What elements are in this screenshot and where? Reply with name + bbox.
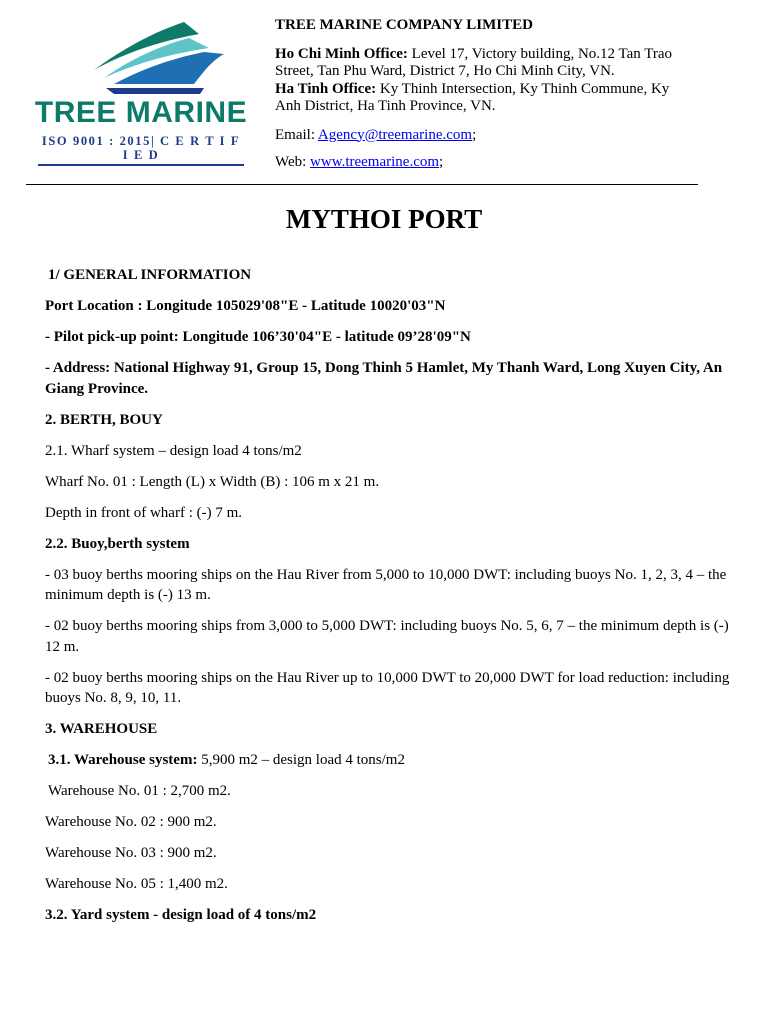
page-title: MYTHOI PORT xyxy=(285,204,483,234)
buoy-item-3: - 02 buoy berths mooring ships on the Hau River up to 10,000 DWT to 20,000 DWT for load reduction: including buoys No. 8, 9, 10, 11. xyxy=(45,669,730,706)
warehouse-heading: 3. WAREHOUSE xyxy=(45,721,158,737)
hcm-office-address: Level 17, Victory building, No.12 Tan Trao Street, Tan Phu Ward, District 7, Ho Chi Minh City, VN. xyxy=(275,45,673,79)
warehouse-system-label: 3.1. Warehouse system: xyxy=(48,752,198,768)
warehouse-05: Warehouse No. 05 : 1,400 m2. xyxy=(45,876,228,892)
buoy-item-2: - 02 buoy berths mooring ships from 3,000 to 5,000 DWT: including buoys No. 5, 6, 7 – the minimum depth is (-) 12 m. xyxy=(45,618,729,655)
port-location: Port Location : Longitude 105029'08"E - Latitude 10020'03"N xyxy=(45,298,446,314)
company-name: TREE MARINE COMPANY LIMITED xyxy=(275,17,533,33)
header-divider xyxy=(26,184,698,185)
hatinh-office xyxy=(275,81,695,116)
document-body xyxy=(45,265,735,936)
buoy-item-1: - 03 buoy berths mooring ships on the Hau River from 5,000 to 10,000 DWT: including buoys No. 1, 2, 3, 4 – the minimum depth is (-) 13 m. xyxy=(45,566,727,603)
ship-icon xyxy=(34,18,248,98)
iso-certification: ISO 9001 : 2015| C E R T I F I E D xyxy=(38,134,244,166)
wharf-depth: Depth in front of wharf : (-) 7 m. xyxy=(45,504,243,521)
email-link[interactable]: Agency@treemarine.com xyxy=(317,126,473,143)
email-sep: ; xyxy=(472,126,477,143)
hcm-office-label: Ho Chi Minh Office: xyxy=(275,45,408,62)
warehouse-system-value: 5,900 m2 – design load 4 tons/m2 xyxy=(197,752,405,768)
warehouse-system xyxy=(45,750,735,771)
wharf-system: 2.1. Wharf system – design load 4 tons/m2 xyxy=(45,442,302,459)
company-info xyxy=(275,17,695,172)
hatinh-office-label: Ha Tinh Office: xyxy=(275,80,377,97)
pilot-point: - Pilot pick-up point: Longitude 106’30'04"E - latitude 09’28'09"N xyxy=(45,329,471,345)
warehouse-02: Warehouse No. 02 : 900 m2. xyxy=(45,814,217,830)
web-sep: ; xyxy=(439,154,444,170)
yard-heading: 3.2. Yard system - design load of 4 tons/m2 xyxy=(45,907,317,923)
hatinh-office-address: Ky Thinh Intersection, Ky Thinh Commune, Ky Anh District, Ha Tinh Province, VN. xyxy=(275,80,670,114)
warehouse-03: Warehouse No. 03 : 900 m2. xyxy=(45,845,217,861)
logo-wordmark: TREE MARINE xyxy=(34,96,248,129)
web-label: Web: xyxy=(275,154,311,170)
web-line xyxy=(275,154,695,172)
port-address: - Address: National Highway 91, Group 15, Dong Thinh 5 Hamlet, My Thanh Ward, Long Xuyen City, An Giang Province. xyxy=(45,360,723,397)
web-link[interactable]: www.treemarine.com xyxy=(310,154,440,170)
email-label: Email: xyxy=(275,126,318,143)
company-logo xyxy=(34,18,248,162)
berth-heading: 2. BERTH, BOUY xyxy=(45,411,163,428)
wharf-01: Wharf No. 01 : Length (L) x Width (B) : 106 m x 21 m. xyxy=(45,473,380,490)
warehouse-01: Warehouse No. 01 : 2,700 m2. xyxy=(48,783,231,799)
email-line xyxy=(275,127,695,145)
buoy-heading: 2.2. Buoy,berth system xyxy=(45,535,190,552)
hcm-office xyxy=(275,46,695,81)
general-heading: 1/ GENERAL INFORMATION xyxy=(48,267,252,283)
